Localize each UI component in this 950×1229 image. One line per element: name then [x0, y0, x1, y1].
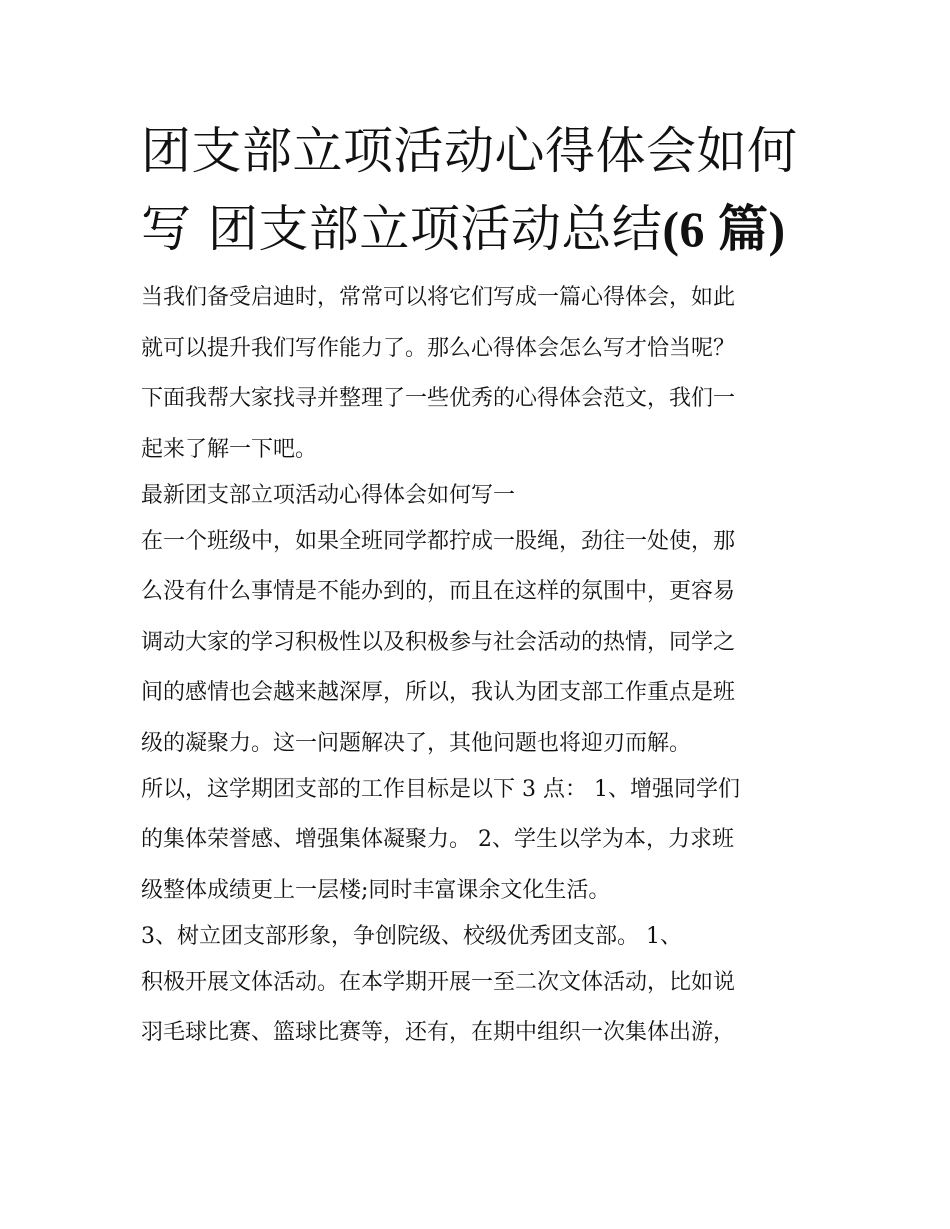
text-line: 积极开展文体活动。在本学期开展一至二次文体活动，比如说	[141, 969, 736, 995]
body-paragraph-2	[141, 774, 821, 921]
document-title-line-1: 团支部立项活动心得体会如何	[141, 122, 798, 180]
text-line: 当我们备受启迪时，常常可以将它们写成一篇心得体会，如此	[141, 285, 736, 310]
section-heading: 最新团支部立项活动心得体会如何写一	[141, 482, 516, 508]
text-line: 调动大家的学习积极性以及积极参与社会活动的热情，同学之	[141, 629, 736, 655]
document-page	[141, 112, 821, 1068]
text-line: 级整体成绩更上一层楼;同时丰富课余文化生活。	[141, 877, 611, 903]
text-line: 么没有什么事情是不能办到的，而且在这样的氛围中，更容易	[141, 579, 736, 604]
text-line: 羽毛球比赛、篮球比赛等，还有，在期中组织一次集体出游，	[141, 1020, 736, 1045]
body-paragraph-1	[141, 526, 821, 774]
text-line: 所以，这学期团支部的工作目标是以下 3 点： 1、增强同学们	[141, 776, 740, 802]
text-line: 在一个班级中，如果全班同学都拧成一股绳，劲往一处使，那	[141, 528, 736, 554]
text-line: 3、树立团支部形象，争创院级、校级优秀团支部。 1、	[141, 923, 682, 949]
text-line: 起来了解一下吧。	[141, 436, 318, 462]
text-line: 间的感情也会越来越深厚，所以，我认为团支部工作重点是班	[141, 680, 736, 705]
text-line: 级的凝聚力。这一问题解决了，其他问题也将迎刃而解。	[141, 730, 692, 756]
title-text: 写 团支部立项活动总结	[141, 200, 663, 258]
text-line: 下面我帮大家找寻并整理了一些优秀的心得体会范文，我们一	[141, 386, 736, 411]
title-count: (6 篇)	[662, 201, 786, 257]
text-line: 的集体荣誉感、增强集体凝聚力。 2、学生以学为本，力求班	[141, 827, 734, 852]
body-paragraph-3	[141, 921, 821, 1068]
text-line: 就可以提升我们写作能力了。那么心得体会怎么写才恰当呢？	[141, 335, 736, 361]
title-spacer	[141, 268, 821, 282]
intro-paragraph	[141, 282, 821, 480]
document-title-line-2	[141, 190, 821, 268]
